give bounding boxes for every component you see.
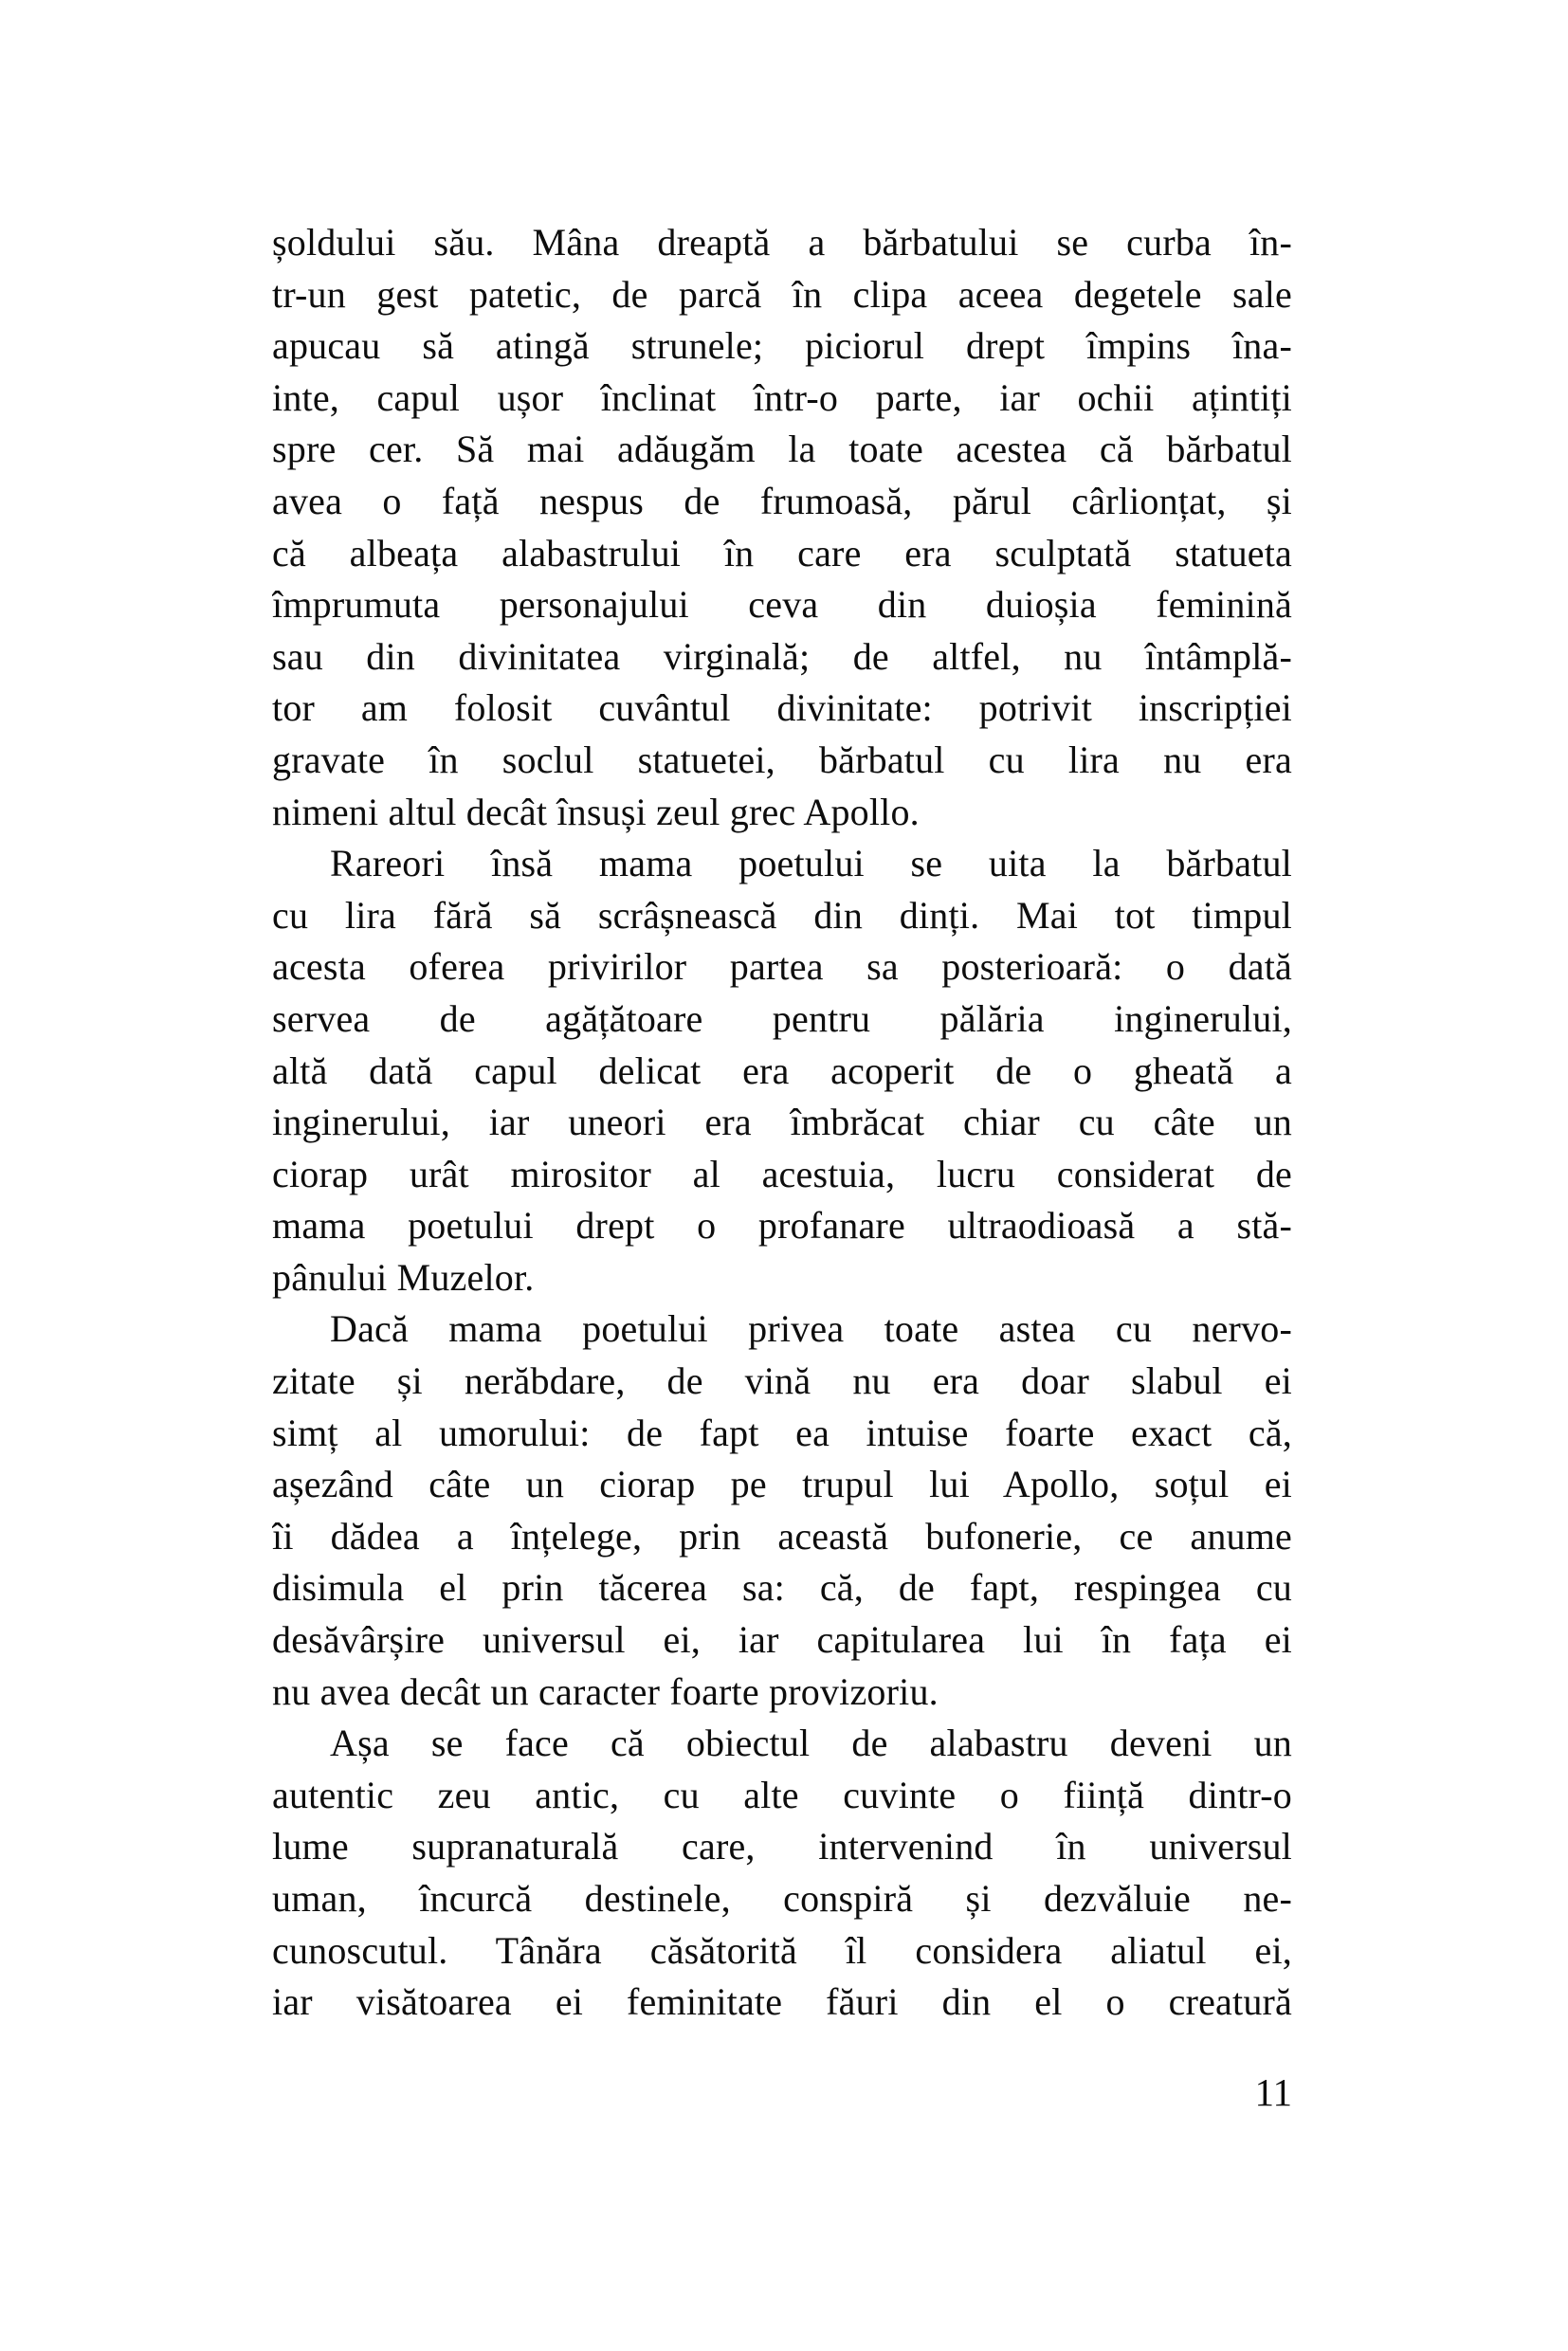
page-number: 11 [1254, 2070, 1292, 2114]
text-line: gravate în soclul statuetei, bărbatul cu lira nu era [272, 738, 1292, 781]
text-line: inte, capul ușor înclinat într-o parte, iar ochii ațintiți [272, 375, 1292, 419]
paragraph-4 [272, 1718, 1292, 2029]
paragraph-1 [272, 217, 1292, 838]
text-line: spre cer. Să mai adăugăm la toate acestea că bărbatul [272, 428, 1292, 471]
text-line: că albeața alabastrului în care era sculptată statueta [272, 531, 1292, 574]
text-line: șoldului său. Mâna dreaptă a bărbatului se curba în- [272, 221, 1292, 264]
paragraph-3 [272, 1303, 1292, 1718]
text-line: nimeni altul decât însuși zeul grec Apollo. [272, 790, 920, 833]
text-line: iar visătoarea ei feminitate făuri din el o creatură [272, 1980, 1292, 2024]
text-line: sau din divinitatea virginală; de altfel, nu întâmplă- [272, 634, 1292, 678]
text-line: nu avea decât un caracter foarte provizoriu. [272, 1669, 939, 1713]
text-line: altă dată capul delicat era acoperit de o gheată a [272, 1048, 1292, 1092]
paragraph-2 [272, 838, 1292, 1303]
text-line: Rareori însă mama poetului se uita la bărbatul [330, 842, 1292, 885]
text-line: așezând câte un ciorap pe trupul lui Apollo, soțul ei [272, 1463, 1292, 1506]
text-line: inginerului, iar uneori era îmbrăcat chiar cu câte un [272, 1101, 1292, 1144]
page-number-row [272, 2067, 1292, 2119]
text-line: îi dădea a înțelege, prin această bufonerie, ce anume [272, 1514, 1292, 1558]
text-line: tor am folosit cuvântul divinitate: potrivit inscripției [272, 686, 1292, 730]
text-line: ciorap urât mirositor al acestuia, lucru considerat de [272, 1152, 1292, 1195]
text-line: mama poetului drept o profanare ultraodioasă a stă- [272, 1204, 1292, 1248]
text-line: cunoscutul. Tânăra căsătorită îl considera aliatul ei, [272, 1928, 1292, 1972]
text-line: avea o față nespus de frumoasă, părul cârlionțat, și [272, 479, 1292, 522]
text-line: servea de agățătoare pentru pălăria inginerului, [272, 996, 1292, 1040]
text-line: tr-un gest patetic, de parcă în clipa aceea degetele sale [272, 272, 1292, 316]
text-line: Așa se face că obiectul de alabastru deveni un [330, 1722, 1292, 1765]
text-line: zitate și nerăbdare, de vină nu era doar slabul ei [272, 1359, 1292, 1403]
page-text-block [272, 217, 1292, 2029]
text-line: împrumuta personajului ceva din duioșia feminină [272, 583, 1292, 627]
text-line: uman, încurcă destinele, conspiră și dezvăluie ne- [272, 1877, 1292, 1920]
text-line: Dacă mama poetului privea toate astea cu nervo- [330, 1307, 1292, 1351]
text-line: disimula el prin tăcerea sa: că, de fapt, respingea cu [272, 1566, 1292, 1610]
text-line: simț al umorului: de fapt ea intuise foarte exact că, [272, 1411, 1292, 1454]
text-line: lume supranaturală care, intervenind în universul [272, 1825, 1292, 1868]
text-line: apucau să atingă strunele; piciorul drept împins îna- [272, 324, 1292, 368]
text-line: pânului Muzelor. [272, 1255, 535, 1299]
text-line: cu lira fără să scrâșnească din dinți. Mai tot timpul [272, 893, 1292, 937]
text-line: desăvârșire universul ei, iar capitularea lui în fața ei [272, 1618, 1292, 1662]
text-line: autentic zeu antic, cu alte cuvinte o ființă dintr-o [272, 1773, 1292, 1816]
text-line: acesta oferea privirilor partea sa posterioară: o dată [272, 945, 1292, 989]
